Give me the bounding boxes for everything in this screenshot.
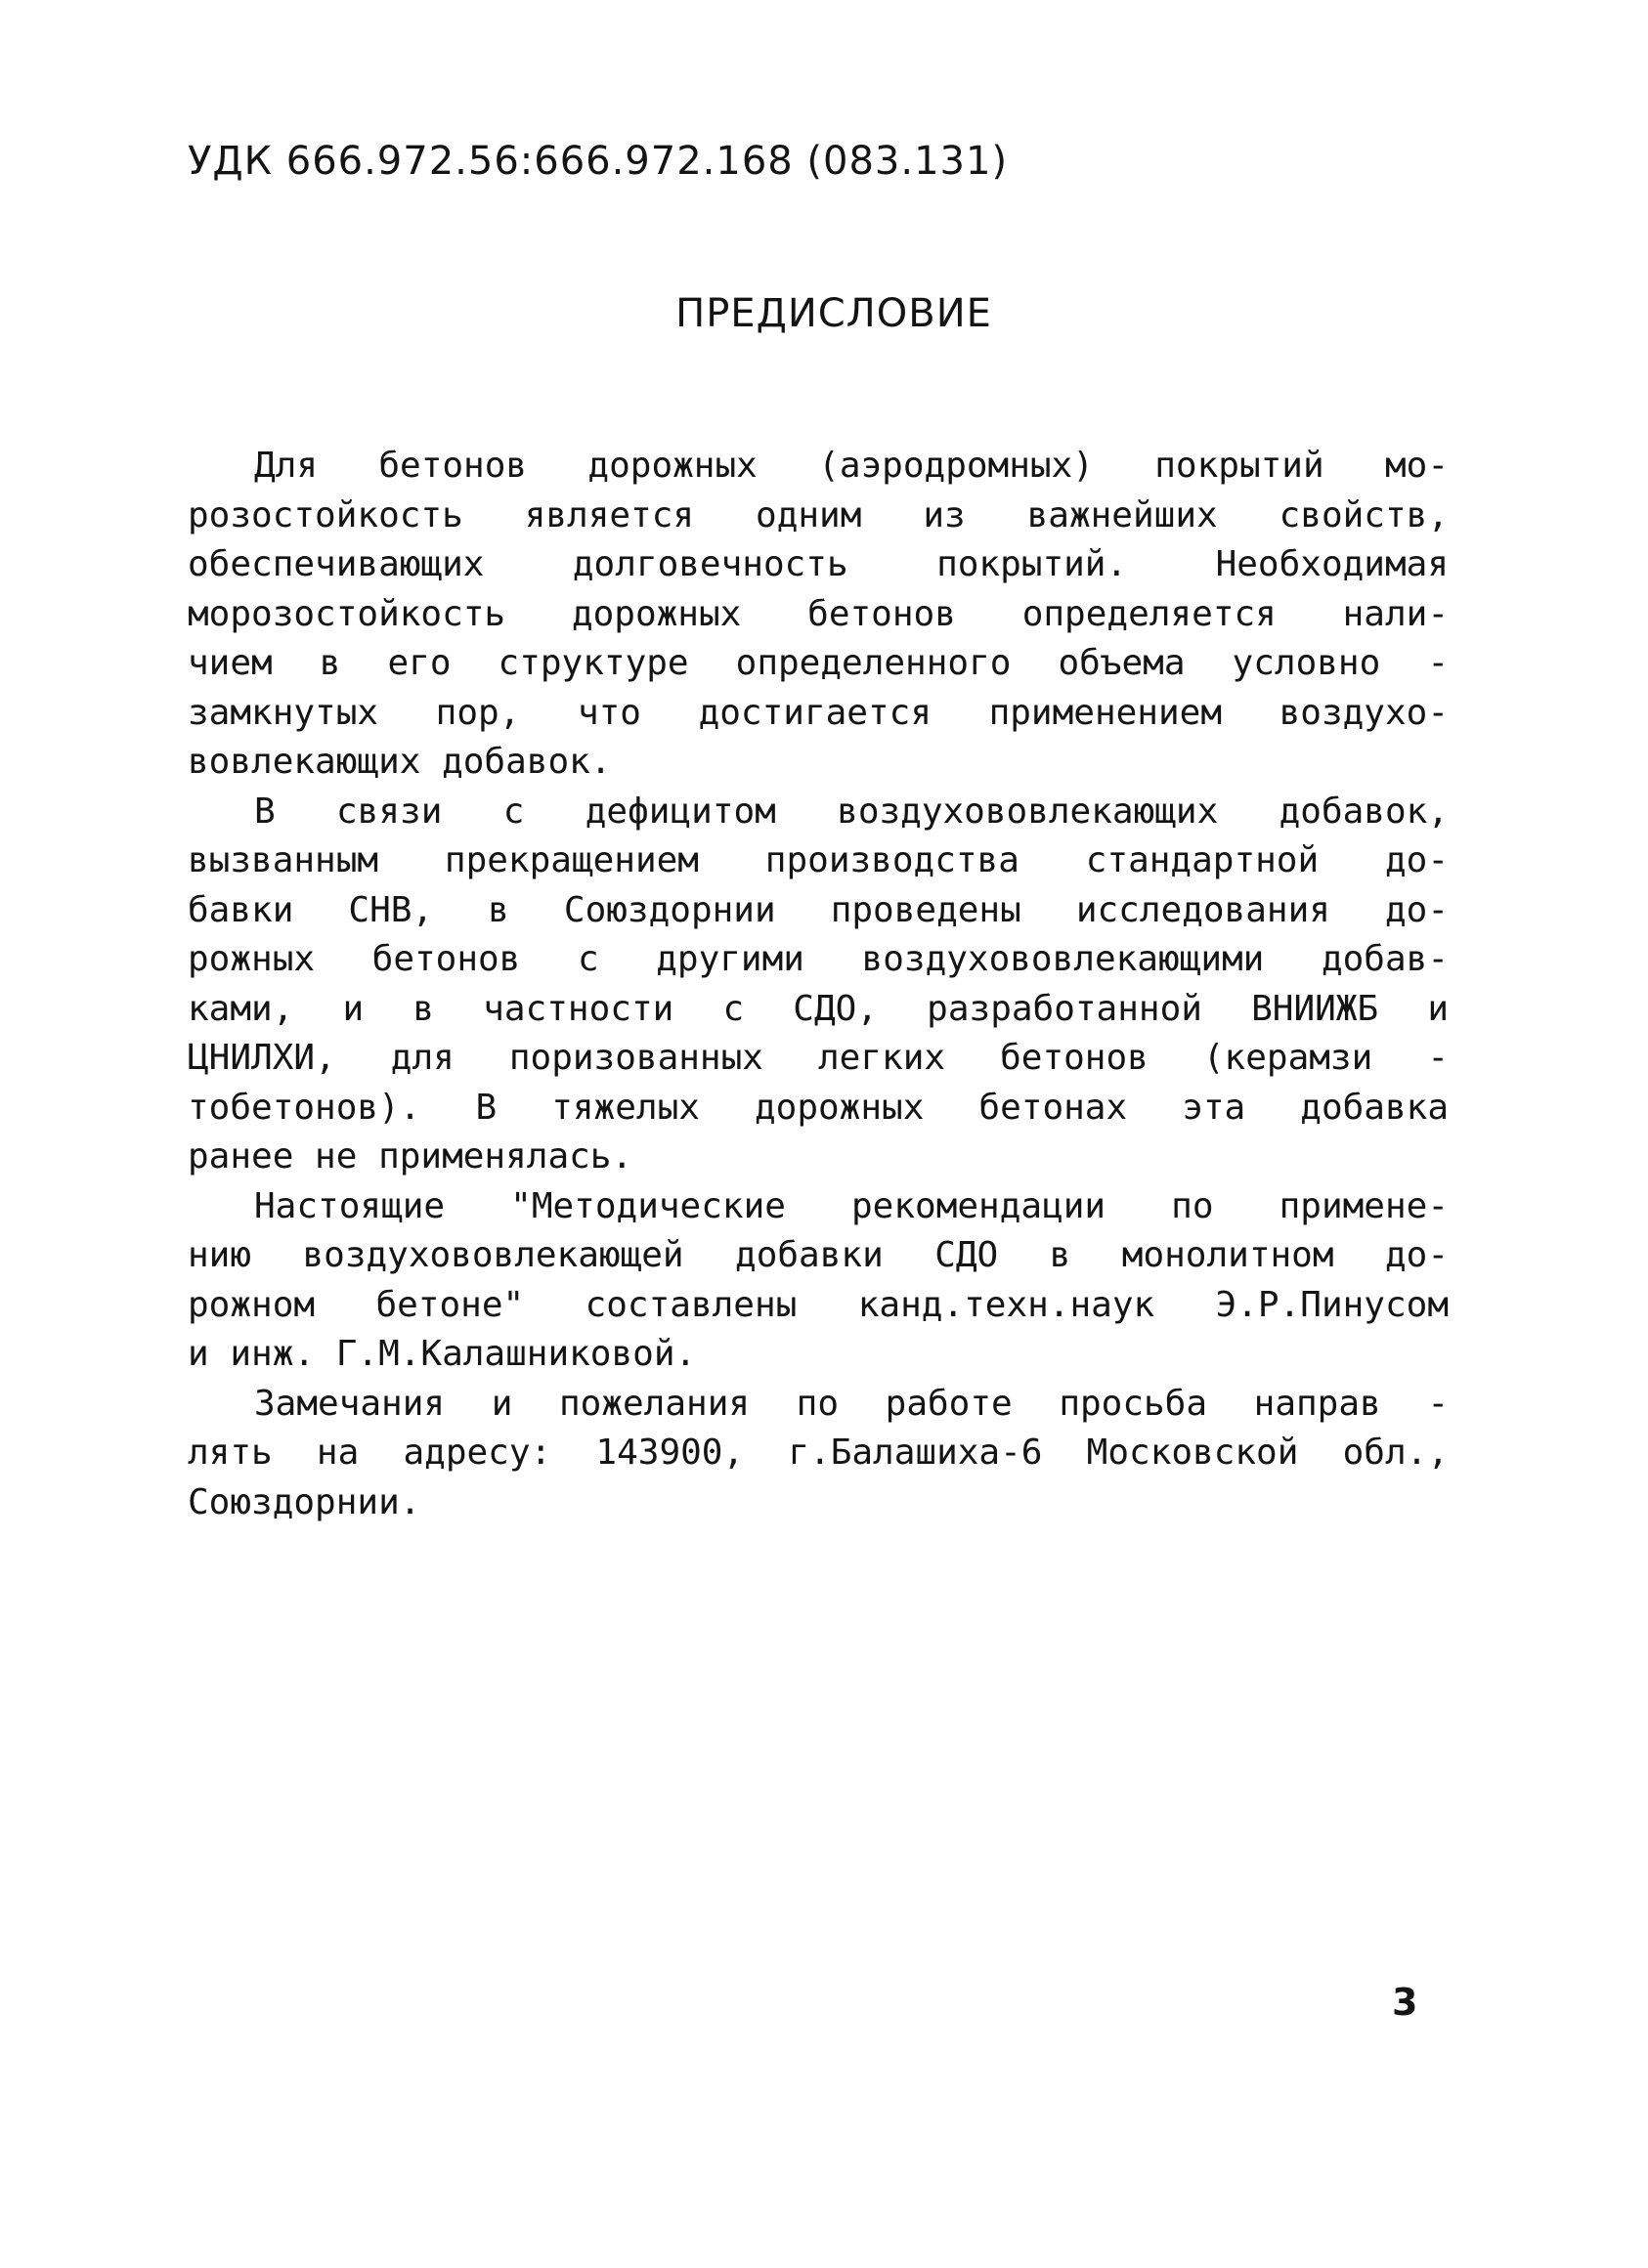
page-number: 3 — [1392, 1981, 1418, 2024]
text-line: морозостойкость дорожных бетонов определяется нали- — [188, 593, 1449, 634]
text-line: нию воздухововлекающей добавки СДО в монолитном до- — [188, 1235, 1449, 1275]
text-line: ЦНИЛХИ, для поризованных легких бетонов (керамзи - — [188, 1038, 1449, 1078]
paragraph-research — [188, 788, 1449, 1182]
text-line: рожных бетонов с другими воздухововлекающими добав- — [188, 939, 1449, 979]
text-line: ранее не применялась. — [188, 1136, 633, 1177]
text-line: В связи с дефицитом воздухововлекающих добавок, — [254, 791, 1449, 832]
text-line: и инж. Г.М.Калашниковой. — [188, 1334, 697, 1374]
text-line: бавки СНВ, в Союздорнии проведены исследования до- — [188, 889, 1449, 930]
text-line: замкнутых пор, что достигается применением воздухо- — [188, 692, 1449, 733]
text-line: розостойкость является одним из важнейших свойств, — [188, 494, 1449, 535]
text-line: Для бетонов дорожных (аэродромных) покрытий мо- — [254, 446, 1449, 486]
text-line: вовлекающих добавок. — [188, 742, 612, 782]
udc-code: УДК 666.972.56:666.972.168 (083.131) — [188, 139, 1009, 184]
page-title: ПРЕДИСЛОВИЕ — [675, 291, 992, 336]
text-line: рожном бетоне" составлены канд.техн.наук Э.Р.Пинусом — [188, 1284, 1449, 1325]
paragraph-contact — [188, 1380, 1449, 1528]
text-line: Настоящие "Методические рекомендации по примене- — [254, 1185, 1449, 1226]
text-line: тобетонов). В тяжелых дорожных бетонах эта добавка — [188, 1087, 1449, 1128]
paragraph-authors — [188, 1182, 1449, 1380]
text-line: чием в его структуре определенного объема условно - — [188, 643, 1449, 683]
text-line: Союздорнии. — [188, 1481, 421, 1522]
paragraph-intro — [188, 442, 1449, 788]
text-line: обеспечивающих долговечность покрытий. Необходимая — [188, 544, 1449, 584]
text-line: Замечания и пожелания по работе просьба направ - — [254, 1383, 1449, 1424]
text-line: ками, и в частности с СДО, разработанной ВНИИЖБ и — [188, 988, 1449, 1029]
text-line: лять на адресу: 143900, г.Балашиха-6 Московской обл., — [188, 1433, 1449, 1473]
body-text — [188, 442, 1449, 1527]
text-line: вызванным прекращением производства стандартной до- — [188, 840, 1449, 880]
